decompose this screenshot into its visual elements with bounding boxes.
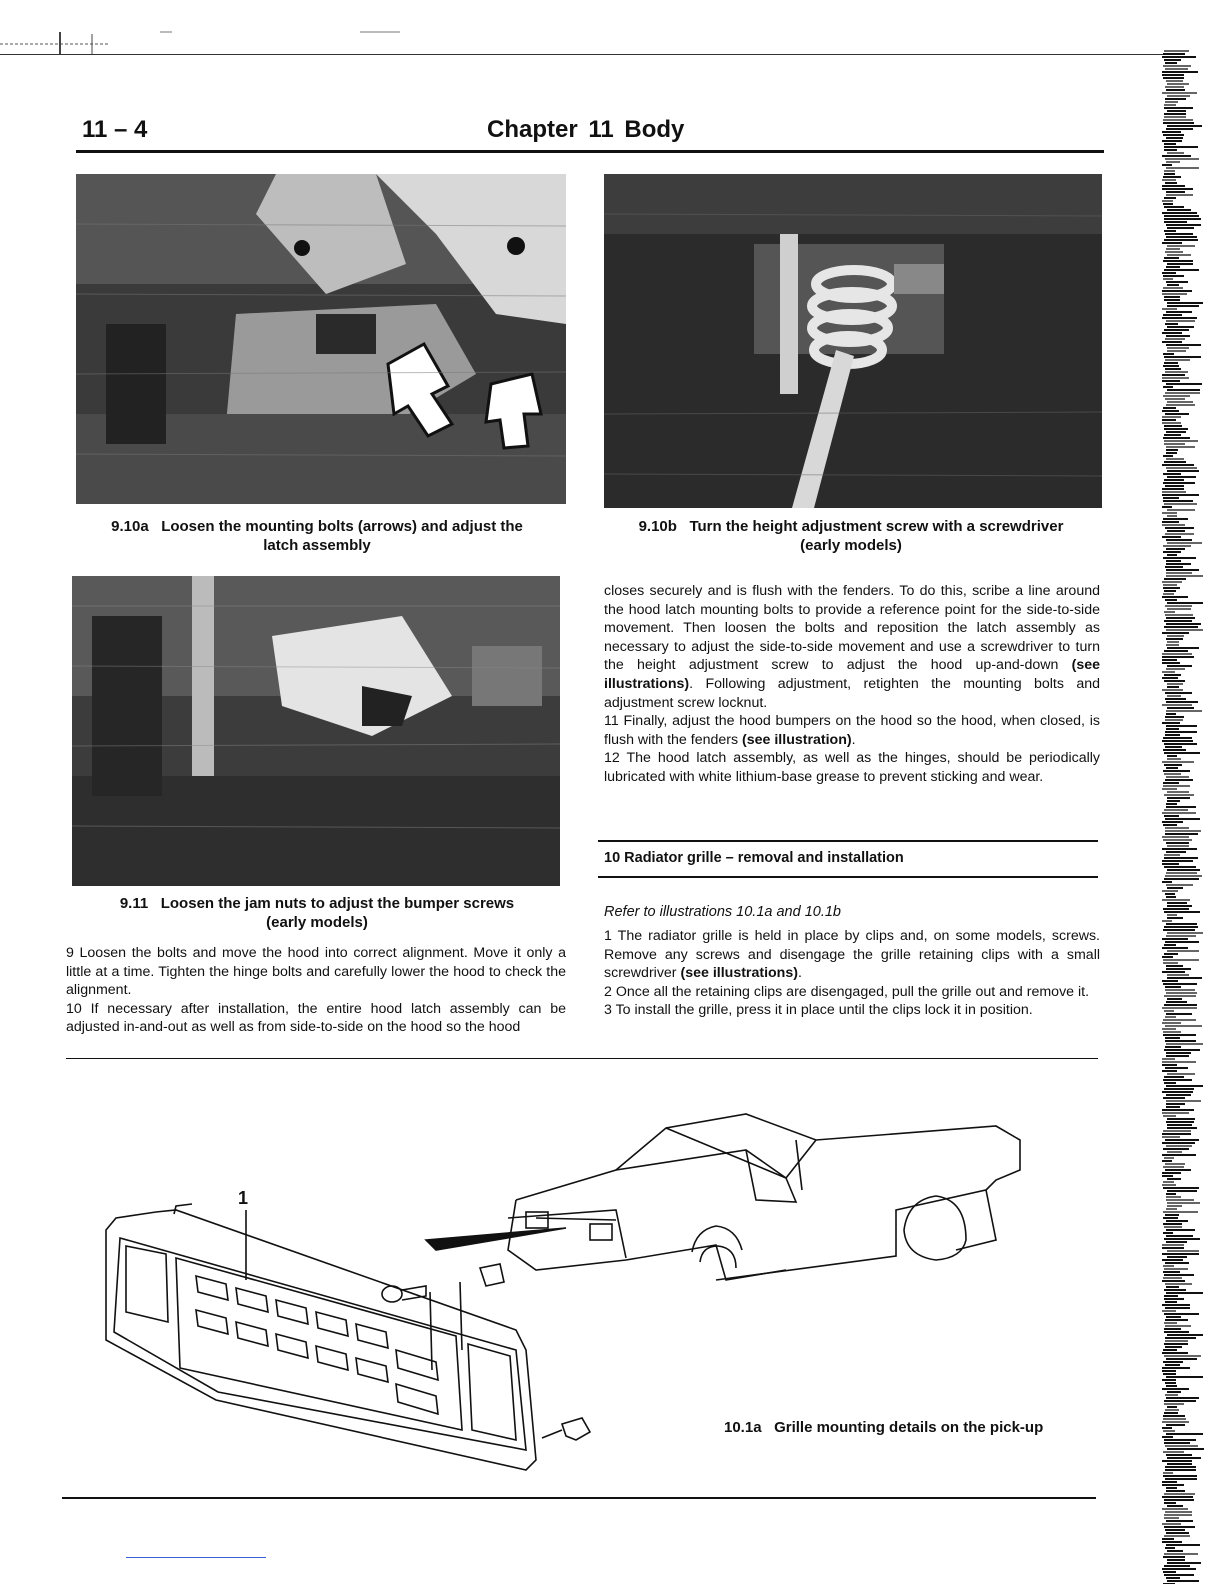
caption-9-11 (82, 894, 552, 932)
caption-9-10a-line2: latch assembly (263, 537, 371, 554)
see-illustrations-ref: (see illustrations) (604, 657, 1100, 692)
paragraph-1: 1 The radiator grille is held in place by clips and, on some models, screws. Remove any screws and disengage the grille retaining clips with a small screwdriver (see illustrations). (604, 928, 1100, 982)
paragraph-continued: closes securely and is flush with the fenders. To do this, scribe a line around the hood latch mounting bolts to provide a reference point for the side-to-side movement. Then loosen the bolts and reposition the latch assembly as necessary to adjust the side-to-side movement and use a screwdriver to turn the height adjustment screw to adjust the hood up-and-down (see illustrations). Following adjustment, retighten the mounting bolts and adjustment screw locknut. (604, 583, 1100, 711)
caption-9-11-line1 (82, 894, 552, 913)
caption-9-10b (610, 517, 1092, 555)
right-column-text (604, 582, 1100, 787)
callout-number: 1 (238, 1188, 249, 1208)
paragraph-9: 9 Loosen the bolts and move the hood into correct alignment. Move it only a little at a time. Tighten the hinge bolts and carefully lower the hood to check the alignment. (66, 945, 566, 999)
figure-number: 9.10a (111, 518, 149, 535)
figure-number: 9.11 (119, 895, 149, 912)
caption-text: Loosen the mounting bolts (arrows) and adjust the (161, 518, 523, 535)
photo-9-10a-latch-bolts (76, 174, 566, 504)
caption-text: Grille mounting details on the pick-up (774, 1419, 1044, 1436)
section-rule-top (598, 840, 1098, 842)
pickup-truck-drawing (508, 1114, 1020, 1280)
figure-number: 10.1a (724, 1419, 762, 1436)
bottom-rule (62, 1497, 1096, 1499)
paragraph-3: 3 To install the grille, press it in place until the clips lock it in position. (604, 1002, 1033, 1019)
page-number: 11 – 4 (82, 116, 148, 143)
left-column-text (66, 944, 566, 1037)
blue-underline-artifact (126, 1557, 266, 1558)
photo-9-11-bumper-screws (72, 576, 560, 886)
refer-to-illustrations: Refer to illustrations 10.1a and 10.1b (604, 904, 841, 920)
paragraph-10: 10 If necessary after installation, the entire hood latch assembly can be adjusted in-and-out as well as from side-to-side on the hood so the hood (66, 1000, 566, 1036)
scan-marks (0, 26, 420, 56)
caption-9-10a-line1 (82, 517, 552, 536)
page-header (82, 112, 1104, 152)
figure-divider-rule (66, 1058, 1098, 1059)
caption-9-10b-line1 (610, 517, 1092, 536)
caption-9-10b-line2: (early models) (800, 537, 902, 554)
grille-procedure-text (604, 927, 1100, 1020)
pointer-arrow (426, 1228, 566, 1250)
paragraph-2: 2 Once all the retaining clips are disengaged, pull the grille out and remove it. (604, 983, 1090, 1000)
see-illustration-ref: (see illustration) (742, 731, 852, 748)
see-illustrations-ref: (see illustrations) (680, 965, 798, 982)
chapter-title: Chapter 11 Body (487, 116, 685, 143)
caption-10-1a (724, 1418, 1084, 1437)
caption-text: Turn the height adjustment screw with a screwdriver (689, 518, 1064, 535)
scan-edge-strip (1118, 50, 1224, 1584)
paragraph-11: 11 Finally, adjust the hood bumpers on the hood so the hood, when closed, is flush with the fenders (see illustration). (604, 713, 1100, 748)
photo-9-10b-height-screw (604, 174, 1102, 508)
section-heading: 10 Radiator grille – removal and installation (604, 850, 904, 866)
caption-text: Loosen the jam nuts to adjust the bumper screws (160, 895, 515, 912)
caption-9-10a (82, 517, 552, 555)
caption-9-11-line2: (early models) (266, 914, 368, 931)
section-rule-bottom (598, 876, 1098, 878)
figure-number: 9.10b (638, 518, 677, 535)
paragraph-12: 12 The hood latch assembly, as well as the hinges, should be periodically lubricated with white lithium-base grease to prevent sticking and wear. (604, 750, 1100, 785)
header-rule (76, 150, 1104, 153)
top-scan-line (0, 54, 1170, 55)
